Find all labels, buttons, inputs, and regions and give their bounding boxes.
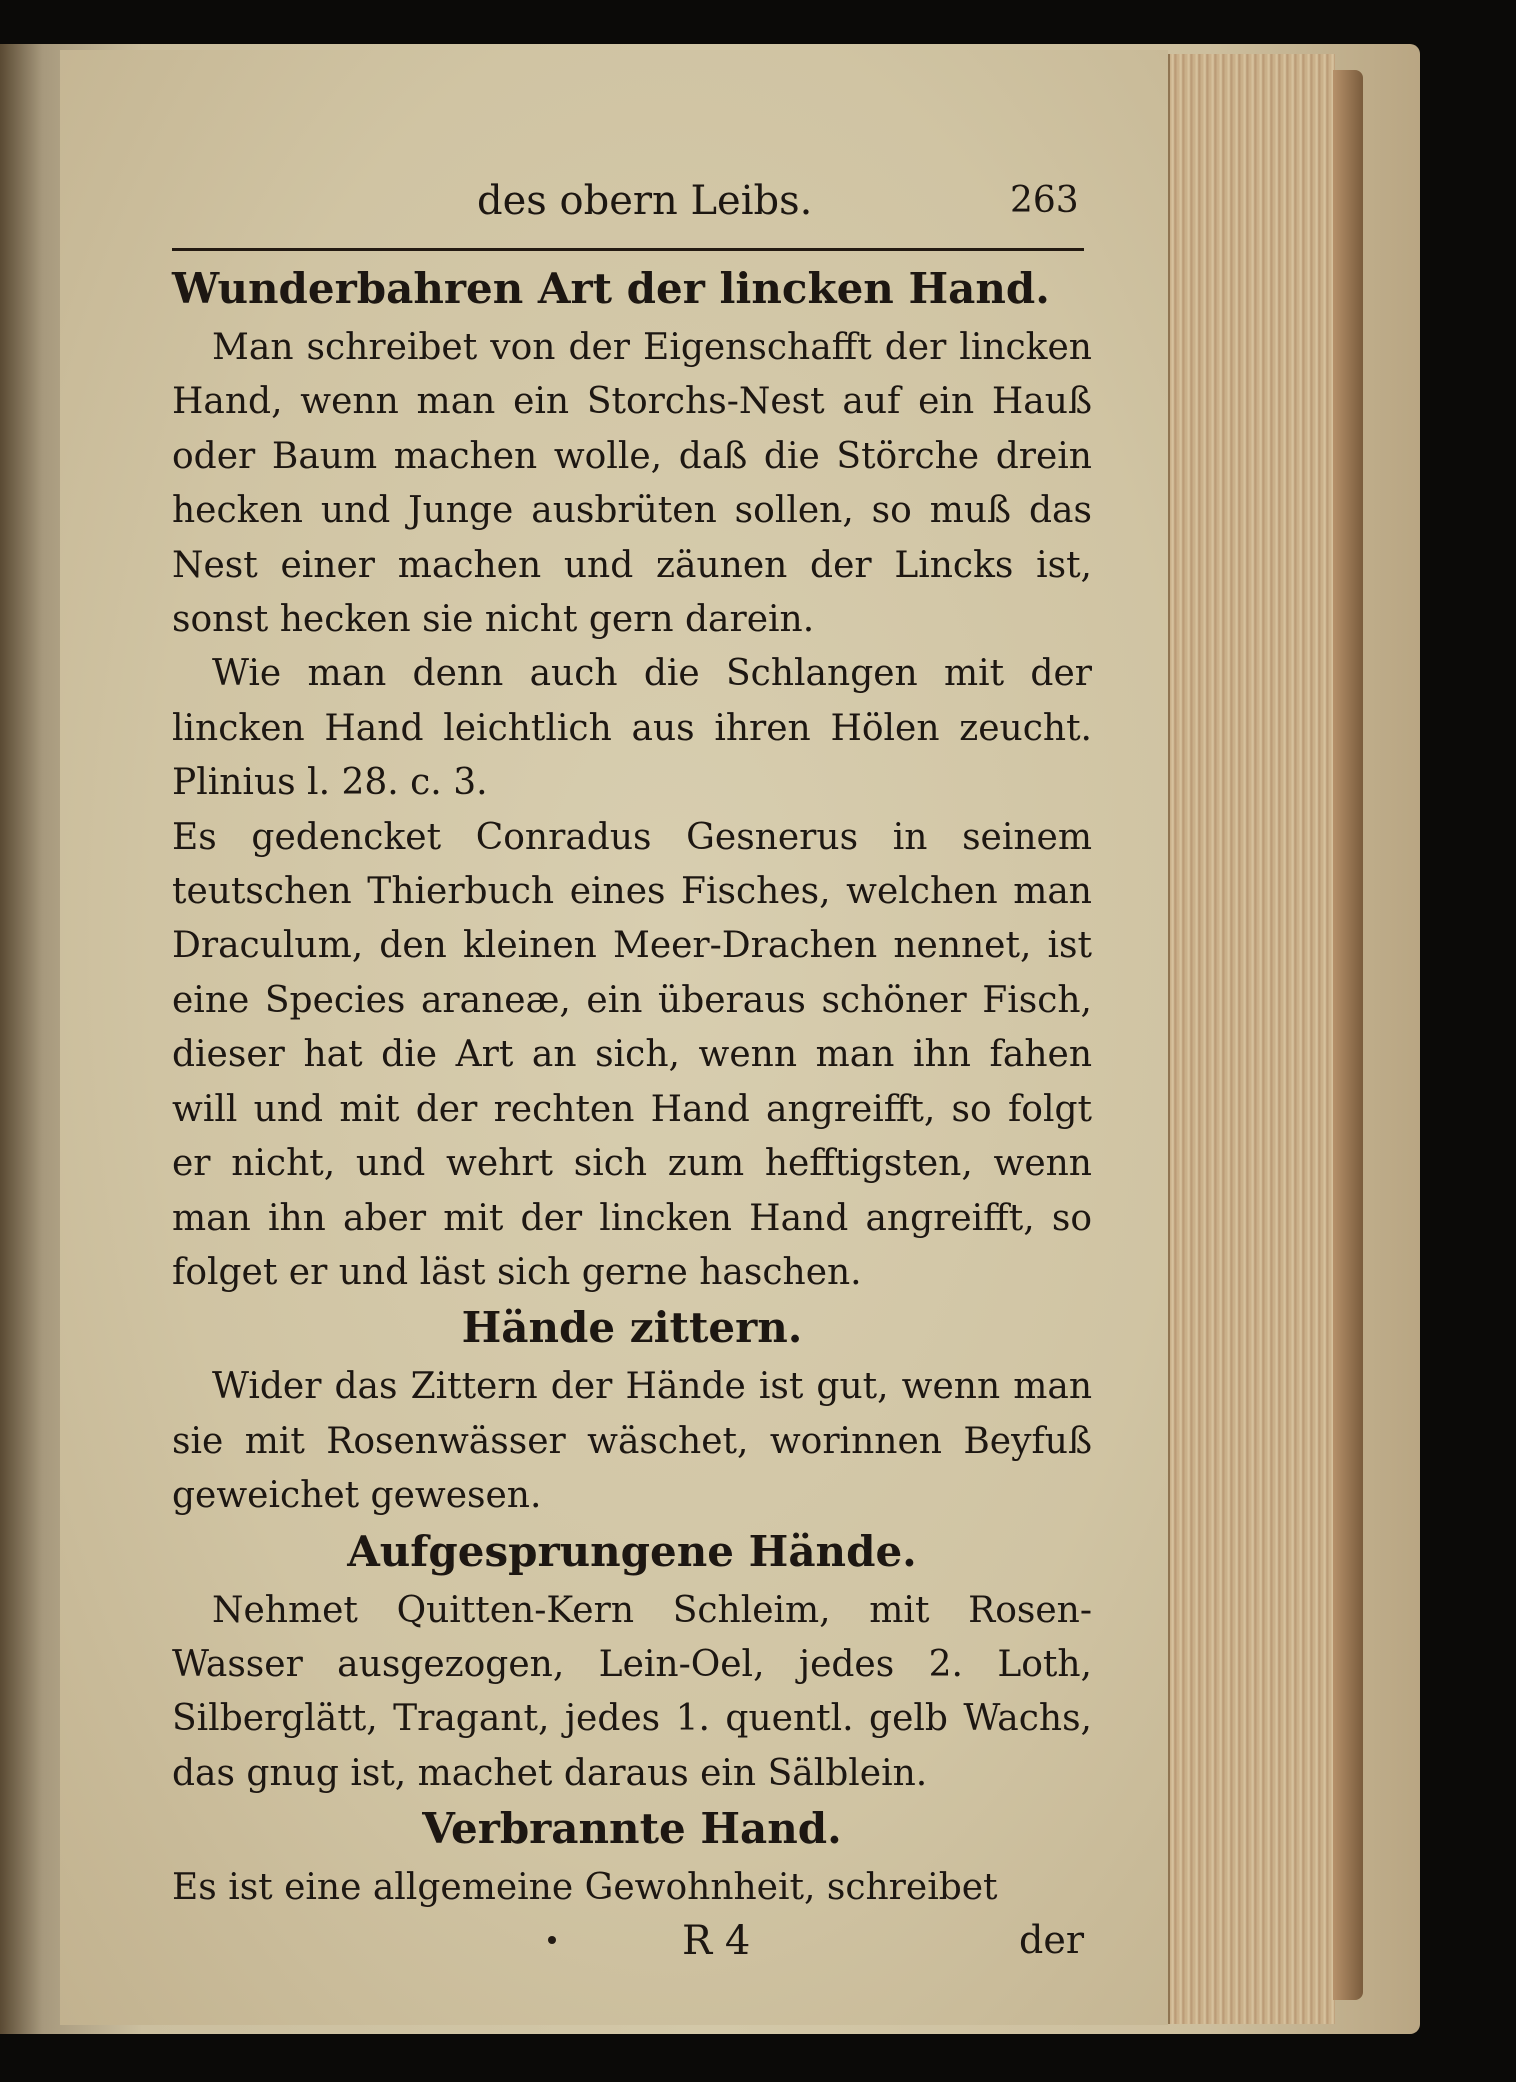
section-heading-chapped-hands: Aufgesprungene Hände.	[347, 1526, 917, 1576]
paragraph-chapped-remedy: Nehmet Quitten-Kern Schleim, mit Rosen-Wasser ausgezogen, Lein-Oel, jedes 2. Loth, Silberglätt, Tragant, jedes 1. quentl. gelb Wachs, das gnug ist, machet daraus ein Sälblein.	[172, 1589, 1092, 1794]
paragraph-stork-nest: Man schreibet von der Eigenschafft der lincken Hand, wenn man ein Storchs-Nest auf ein Hauß oder Baum machen wolle, daß die Störche drein hecken und Junge ausbrüten sollen, so muß das Nest einer machen und zäunen der Lincks ist, sonst hecken sie nicht gern darein.	[172, 327, 1092, 641]
text-block	[172, 178, 1092, 1978]
signature-mark: R 4	[682, 1917, 751, 1964]
section-heading-trembling-hands: Hände zittern.	[461, 1303, 803, 1353]
paragraph-gesnerus: Es gedencket Conradus Gesnerus in seinem teutschen Thierbuch eines Fisches, welchen man Draculum, den kleinen Meer-Drachen nennet, ist eine Species araneæ, ein überaus schöner Fisch, dieser hat die Art an sich, wenn man ihn fahen will und mit der rechten Hand angreifft, so folgt er nicht, und wehrt sich zum hefftigsten, wenn man ihn aber mit der lincken Hand angreifft, so folget er und läst sich gerne haschen.	[172, 816, 1092, 1293]
book-cover-edge	[1333, 70, 1363, 2000]
ink-dot	[548, 1936, 556, 1944]
catchword: der	[1019, 1917, 1084, 1962]
section-heading-burned-hand: Verbrannte Hand.	[422, 1804, 842, 1854]
page-edges	[1168, 54, 1335, 2024]
page-footer	[172, 1918, 1092, 1978]
running-title: des obern Leibs.	[477, 178, 813, 224]
header-rule	[172, 248, 1084, 251]
section-heading-left-hand: Wunderbahren Art der lincken Hand.	[172, 264, 1050, 313]
page-number: 263	[1010, 180, 1079, 221]
paragraph-burned-hand: Es ist eine allgemeine Gewohnheit, schreibet	[172, 1867, 998, 1909]
paragraph-trembling-remedy: Wider das Zittern der Hände ist gut, wenn man sie mit Rosenwässer wäschet, worinnen Beyfuß geweichet gewesen.	[172, 1366, 1092, 1517]
running-head	[172, 178, 1092, 242]
paragraph-snakes: Wie man denn auch die Schlangen mit der lincken Hand leichtlich aus ihren Hölen zeucht. Plinius l. 28. c. 3.	[172, 653, 1092, 804]
book-page	[60, 50, 1168, 2025]
